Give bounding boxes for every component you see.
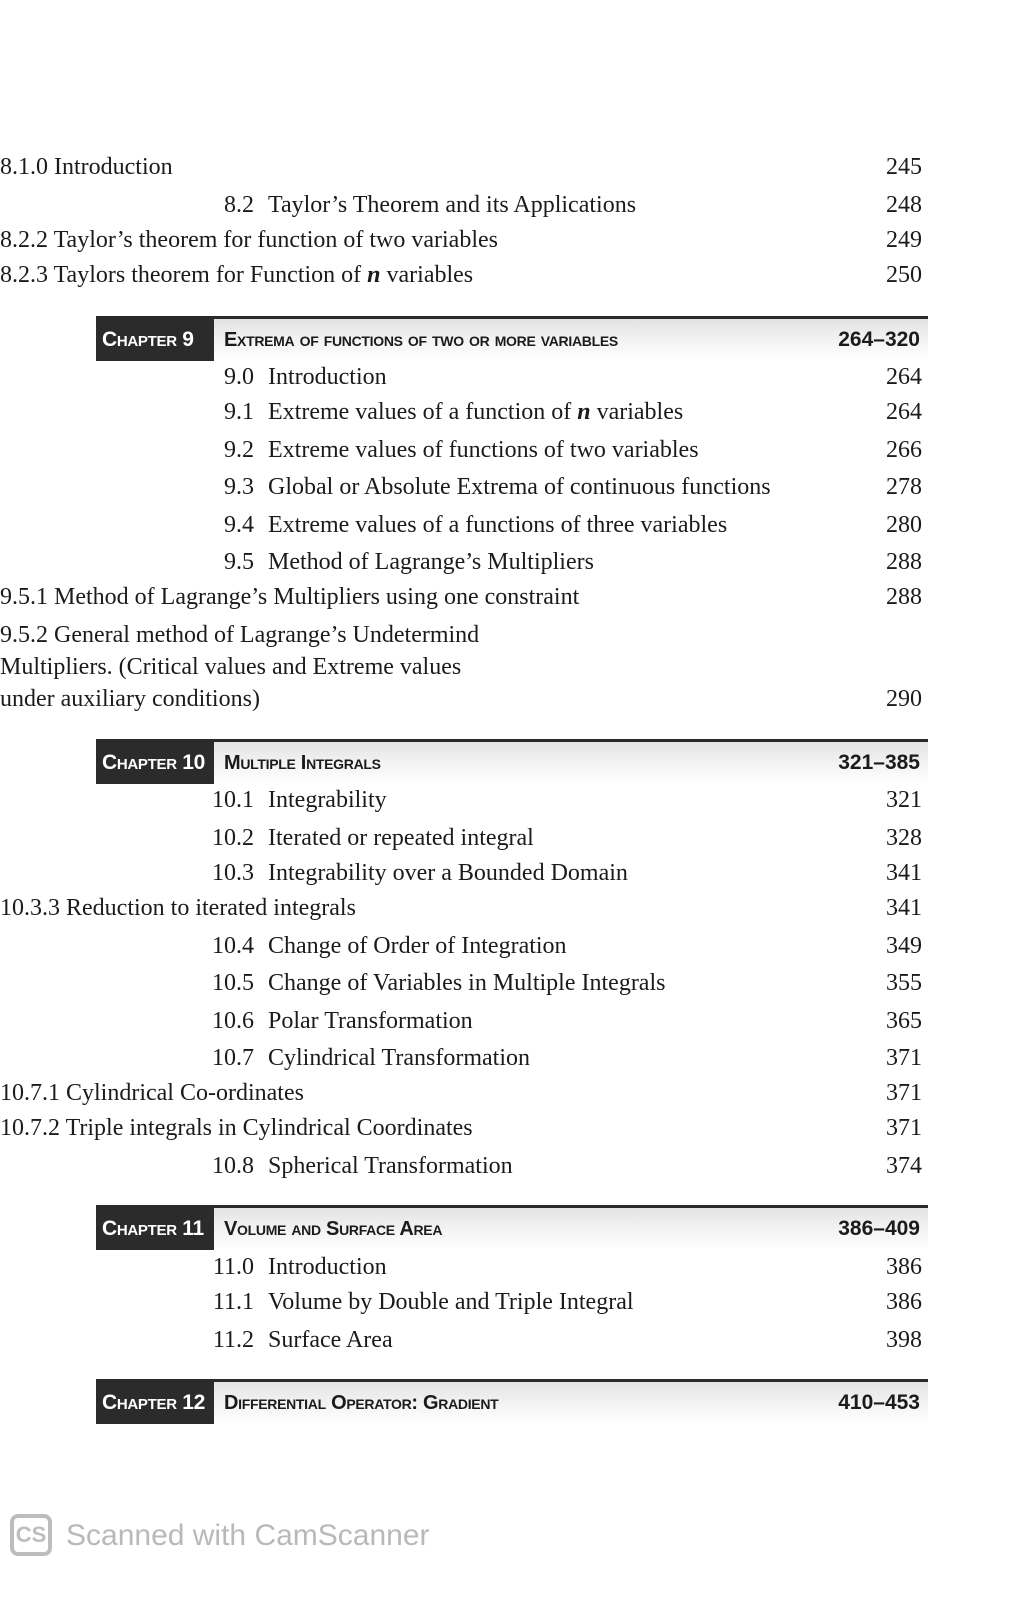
entry-number: 10.6	[212, 1008, 254, 1034]
toc-entry-continued	[0, 650, 1022, 684]
chapter-header	[96, 1205, 928, 1250]
toc-entry	[0, 545, 1022, 579]
entry-page: 386	[886, 1254, 922, 1280]
toc-entry	[0, 223, 1022, 257]
chapter-pages: 321–385	[838, 751, 920, 774]
entry-page: 264	[886, 399, 922, 425]
toc-entry	[0, 188, 1022, 222]
entry-page: 365	[886, 1008, 922, 1034]
entry-title: Volume by Double and Triple Integral	[268, 1289, 634, 1315]
entry-page: 371	[886, 1115, 922, 1141]
chapter-title: Volume and Surface Area	[224, 1218, 443, 1240]
toc-entry	[0, 856, 1022, 890]
toc-entry	[0, 891, 1022, 925]
entry-title: Method of Lagrange’s Multipliers	[268, 549, 594, 575]
chapter-label: Chapter 10	[96, 742, 214, 784]
entry-page: 398	[886, 1327, 922, 1353]
entry-number: 10.5	[212, 970, 254, 996]
entry-title: Spherical Transformation	[268, 1153, 513, 1179]
toc-entry	[0, 1041, 1022, 1075]
toc-entry	[0, 433, 1022, 467]
entry-number: 9.0	[224, 364, 254, 390]
entry-page: 264	[886, 364, 922, 390]
entry-page: 321	[886, 787, 922, 813]
entry-title: Global or Absolute Extrema of continuous functions	[268, 474, 771, 500]
toc-entry	[0, 150, 1022, 184]
toc-entry	[0, 1250, 1022, 1284]
entry-title: Extreme values of a functions of three variables	[268, 512, 728, 538]
entry-page: 288	[886, 584, 922, 610]
entry-page: 249	[886, 227, 922, 253]
chapter-pages: 264–320	[838, 328, 920, 351]
toc-entry	[0, 618, 1022, 652]
entry-page: 374	[886, 1153, 922, 1179]
entry-page: 386	[886, 1289, 922, 1315]
entry-page: 278	[886, 474, 922, 500]
entry-title: 8.2.2 Taylor’s theorem for function of two variables	[0, 227, 498, 253]
entry-title: Change of Variables in Multiple Integrals	[268, 970, 666, 996]
toc-entry	[0, 1149, 1022, 1183]
entry-title: 9.5.2 General method of Lagrange’s Undetermind	[0, 622, 480, 648]
entry-number: 8.2	[224, 192, 254, 218]
toc-entry	[0, 360, 1022, 394]
chapter-title: Multiple Integrals	[224, 752, 381, 774]
entry-title: Extreme values of functions of two variables	[268, 437, 699, 463]
entry-page: 288	[886, 549, 922, 575]
entry-title: Change of Order of Integration	[268, 933, 567, 959]
watermark-text: Scanned with CamScanner	[66, 1519, 430, 1552]
entry-number: 11.1	[212, 1289, 254, 1315]
entry-number: 10.2	[212, 825, 254, 851]
entry-title: Taylor’s Theorem and its Applications	[268, 192, 637, 218]
entry-number: 9.4	[224, 512, 254, 538]
entry-title: 8.2.3 Taylors theorem for Function of n variables	[0, 262, 474, 288]
entry-title: Introduction	[268, 364, 387, 390]
math-variable: n	[367, 262, 381, 288]
toc-entry	[0, 395, 1022, 429]
entry-title: 9.5.1 Method of Lagrange’s Multipliers using one constraint	[0, 584, 580, 610]
entry-title: 8.1.0 Introduction	[0, 154, 173, 180]
chapter-label: Chapter 9	[96, 319, 214, 361]
entry-number: 10.3	[212, 860, 254, 886]
entry-page: 250	[886, 262, 922, 288]
chapter-header	[96, 1379, 928, 1424]
chapter-header	[96, 739, 928, 784]
toc-entry	[0, 966, 1022, 1000]
entry-title: Multipliers. (Critical values and Extreme values	[0, 654, 462, 680]
toc-entry	[0, 1285, 1022, 1319]
entry-title: Extreme values of a function of n variables	[268, 399, 684, 425]
entry-title: Integrability	[268, 787, 387, 813]
entry-page: 290	[886, 686, 922, 712]
toc-entry	[0, 1004, 1022, 1038]
entry-title: Introduction	[268, 1254, 387, 1280]
toc-entry	[0, 1323, 1022, 1357]
toc-entry	[0, 929, 1022, 963]
camscanner-watermark	[10, 1512, 450, 1560]
entry-page: 355	[886, 970, 922, 996]
toc-entry	[0, 470, 1022, 504]
entry-title: 10.7.1 Cylindrical Co-ordinates	[0, 1080, 304, 1106]
toc-entry	[0, 821, 1022, 855]
chapter-title: Differential Operator: Gradient	[224, 1392, 499, 1414]
entry-page: 280	[886, 512, 922, 538]
entry-number: 9.2	[224, 437, 254, 463]
entry-title: under auxiliary conditions)	[0, 686, 260, 712]
entry-number: 9.1	[224, 399, 254, 425]
entry-page: 349	[886, 933, 922, 959]
entry-page: 328	[886, 825, 922, 851]
chapter-label: Chapter 11	[96, 1208, 214, 1250]
entry-title: Integrability over a Bounded Domain	[268, 860, 628, 886]
entry-page: 371	[886, 1080, 922, 1106]
entry-title: Polar Transformation	[268, 1008, 473, 1034]
entry-number: 9.5	[224, 549, 254, 575]
entry-page: 371	[886, 1045, 922, 1071]
chapter-pages: 410–453	[838, 1391, 920, 1414]
entry-title: Iterated or repeated integral	[268, 825, 534, 851]
entry-page: 266	[886, 437, 922, 463]
entry-title: Surface Area	[268, 1327, 393, 1353]
toc-entry	[0, 1111, 1022, 1145]
camscanner-logo-icon: CS	[10, 1514, 52, 1556]
chapter-title: Extrema of functions of two or more variables	[224, 329, 618, 351]
entry-page: 248	[886, 192, 922, 218]
toc-entry	[0, 580, 1022, 614]
toc-entry-continued	[0, 682, 1022, 716]
toc-entry	[0, 258, 1022, 292]
entry-page: 245	[886, 154, 922, 180]
entry-number: 11.0	[212, 1254, 254, 1280]
chapter-pages: 386–409	[838, 1217, 920, 1240]
toc-entry	[0, 1076, 1022, 1110]
math-variable: n	[577, 399, 591, 425]
entry-number: 11.2	[212, 1327, 254, 1353]
entry-page: 341	[886, 860, 922, 886]
entry-title: 10.7.2 Triple integrals in Cylindrical Coordinates	[0, 1115, 473, 1141]
toc-entry	[0, 783, 1022, 817]
entry-number: 10.8	[212, 1153, 254, 1179]
chapter-label: Chapter 12	[96, 1382, 214, 1424]
entry-title: Cylindrical Transformation	[268, 1045, 530, 1071]
entry-page: 341	[886, 895, 922, 921]
entry-number: 10.4	[212, 933, 254, 959]
chapter-header	[96, 316, 928, 361]
entry-number: 10.7	[212, 1045, 254, 1071]
toc-entry	[0, 508, 1022, 542]
entry-number: 9.3	[224, 474, 254, 500]
entry-number: 10.1	[212, 787, 254, 813]
entry-title: 10.3.3 Reduction to iterated integrals	[0, 895, 356, 921]
